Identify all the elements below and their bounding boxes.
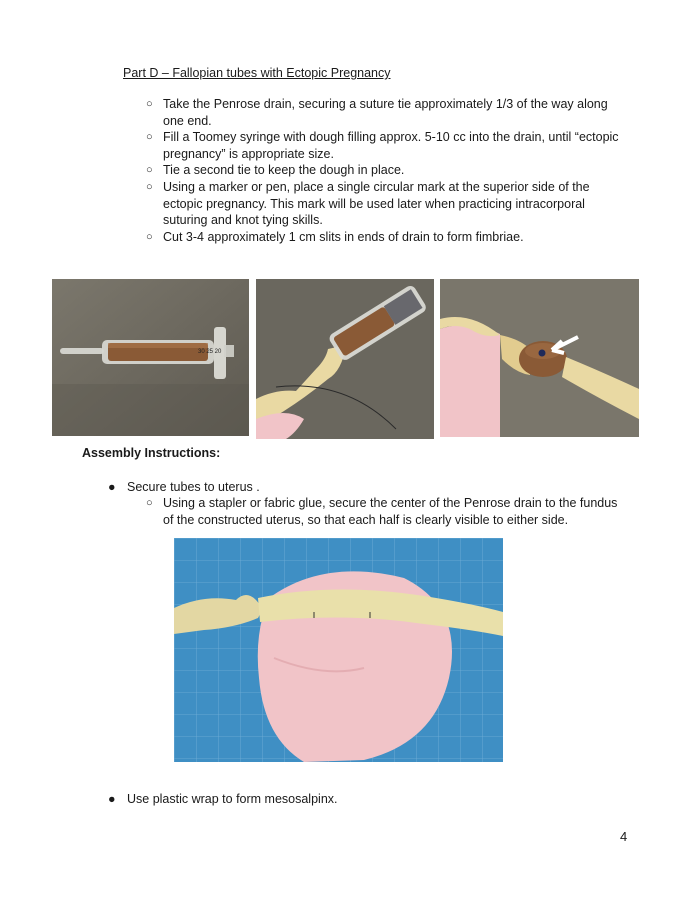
list-item-text: Use plastic wrap to form mesosalpinx. <box>127 792 338 806</box>
photo-uterus-assembly <box>174 538 503 762</box>
list-item-text: Fill a Toomey syringe with dough filling approx. 5-10 cc into the drain, until “ectopic pregnancy” is appropriate size. <box>163 130 619 161</box>
list-item-text: Secure tubes to uterus . <box>127 480 260 494</box>
list-marker: ○ <box>146 230 153 243</box>
mark-dot <box>539 350 546 357</box>
steps-list <box>146 96 626 245</box>
list-item-text: Using a marker or pen, place a single circular mark at the superior side of the ectopic pregnancy. This mark will be used later when practicing intracorporal suturing and knot tying skills. <box>163 179 590 228</box>
photo-syringe-filled <box>52 279 249 436</box>
syringe-scale-label: 30 25 20 <box>198 349 222 355</box>
list-item <box>146 229 626 246</box>
list-marker: ○ <box>146 180 153 193</box>
section-title: Part D – Fallopian tubes with Ectopic Pregnancy <box>123 66 391 80</box>
list-item-text: Tie a second tie to keep the dough in place. <box>163 163 405 178</box>
drain-fill-illustration <box>256 279 434 439</box>
list-item <box>146 129 626 162</box>
list-item <box>146 162 626 179</box>
uterus-illustration <box>174 538 503 762</box>
page-number: 4 <box>620 829 628 844</box>
syringe-illustration <box>52 279 249 436</box>
bullet-marker: ● <box>108 480 116 494</box>
list-item <box>108 791 607 808</box>
bullet-marker: ● <box>108 792 116 806</box>
photo-syringe-drain <box>256 279 434 439</box>
list-item <box>146 96 626 129</box>
list-item-text: Take the Penrose drain, securing a suture tie approximately 1/3 of the way along one end. <box>163 97 608 128</box>
list-item <box>146 179 626 229</box>
list-marker: ○ <box>146 98 153 110</box>
list-marker: ○ <box>146 164 153 177</box>
list-item <box>146 495 626 528</box>
ectopic-illustration <box>440 279 639 437</box>
list-marker: ○ <box>146 131 153 144</box>
photo-ectopic-mark <box>440 279 639 437</box>
assembly-heading: Assembly Instructions: <box>82 446 221 460</box>
list-marker: ○ <box>146 497 153 509</box>
list-item-text: Using a stapler or fabric glue, secure the center of the Penrose drain to the fundus of the constructed uterus, so that each half is clearly visible to either side. <box>163 496 618 527</box>
list-item-text: Cut 3-4 approximately 1 cm slits in ends of drain to form fimbriae. <box>163 229 524 244</box>
list-item <box>108 479 607 496</box>
